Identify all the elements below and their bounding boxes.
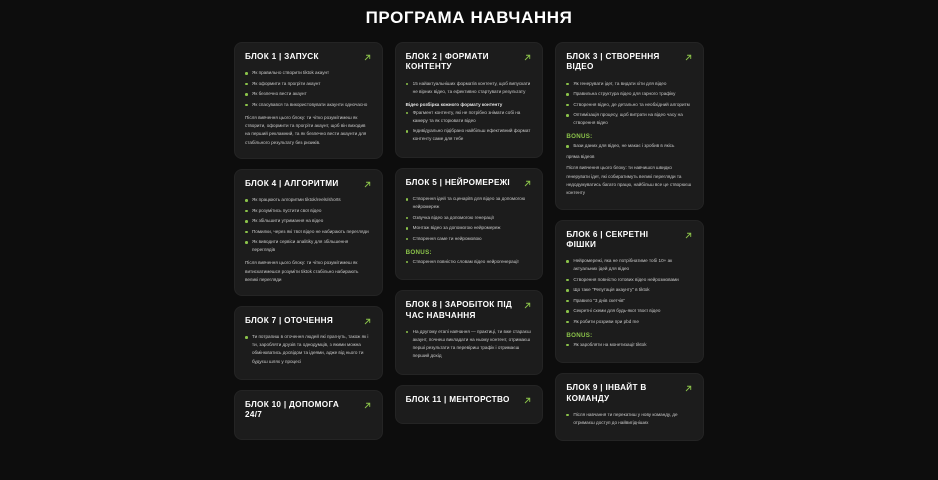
card-header <box>245 52 372 62</box>
bonus-label: BONUS: <box>566 331 593 339</box>
arrow-up-right-icon[interactable] <box>363 180 372 189</box>
card-note: Відео розбірка кожного формату контенту <box>405 101 503 107</box>
card-summary: Після вивчення цього блоку: ти навчишся швидко генерувати ідеї, які собиратимуть великі перегляди та недодумуватись багато працю, найбільш все це створюєш контенту <box>566 165 692 196</box>
arrow-up-right-icon[interactable] <box>684 231 693 240</box>
block-card-7[interactable] <box>234 306 383 380</box>
list-item: Як заробляти на монетизації tiktok <box>566 341 693 349</box>
list-item: 15 найактуальніших форматів контенту, щоб випускати не вірних відео, та ефективно стартувати результату <box>406 80 533 96</box>
list-item: Правильна структура відео для гарного трафіку <box>566 90 693 98</box>
card-title: БЛОК 6 | СЕКРЕТНІ ФІШКИ <box>566 229 649 249</box>
list-item: Створення повністю готових відео нейрозмовами <box>566 276 693 284</box>
list-item: Ти потрапиш в оточення людей які прагнуть, також як і ти, заробляти друзів та однодумців, з якими можна обмінюватись досвідом та ідеями, адже від нього ти будуєш шлях у процесі <box>245 333 372 365</box>
list-item: Як оформити та прогріти акаунт <box>245 80 372 88</box>
list-item: Фрагмент контенту, які не потрібно знімати собі на камеру та як сторювати відео <box>406 109 533 125</box>
list-item: Озвучка відео за допомогою генерації <box>406 214 533 222</box>
card-list <box>406 195 533 243</box>
list-item: Оптимізація процесу, щоб витрати на відео часу на створення відео <box>566 111 693 127</box>
list-item: Що таке "Репутація акаунту" в tiktok <box>566 286 693 294</box>
list-item: Секретні схеми для будь-якої твоєї відео <box>566 307 693 315</box>
list-item: Як працюють алгоритми tiktok/reels/shorts <box>245 196 372 204</box>
card-list <box>566 80 693 128</box>
card-header <box>406 300 533 321</box>
list-item: Як виводити сервіси analitiky для збільшення переглядів <box>245 238 372 254</box>
card-list-secondary <box>406 109 533 144</box>
card-header <box>406 395 533 405</box>
card-list <box>245 69 372 109</box>
card-header <box>566 52 693 73</box>
card-header <box>245 316 372 326</box>
arrow-up-right-icon[interactable] <box>363 401 372 410</box>
card-title: БЛОК 7 | ОТОЧЕННЯ <box>245 316 334 326</box>
list-item: Як правильно створити tiktok акаунт <box>245 69 372 77</box>
arrow-up-right-icon[interactable] <box>523 179 532 188</box>
block-card-3[interactable] <box>555 42 704 210</box>
card-title: БЛОК 2 | ФОРМАТИ КОНТЕНТУ <box>405 52 489 72</box>
list-item: Створення саме ти нейромовою <box>406 235 533 243</box>
bonus-list <box>566 142 693 150</box>
card-header <box>245 179 372 189</box>
list-item: Як розумітись пустити свої відео <box>245 207 372 215</box>
card-note: пряма відеов <box>566 154 595 160</box>
card-summary: Після вивчення цього блоку: ти чітко розумітимеш як створити, оформити та прогріти акаунт, щоб він виходив на перший рекламний, та як безпечно вести акаунти для стабільного результату без ризиків. <box>245 114 367 145</box>
card-header <box>406 52 533 73</box>
card-list <box>566 411 693 427</box>
list-item: Після навчання ти перекатиш у нову команду, де отримаєш доступ до найвигідніших <box>566 411 693 427</box>
block-card-11[interactable] <box>395 385 544 424</box>
card-title: БЛОК 5 | НЕЙРОМЕРЕЖІ <box>405 177 510 187</box>
card-title: БЛОК 4 | АЛГОРИТМИ <box>245 178 339 188</box>
bonus-list <box>406 258 533 266</box>
card-summary: Після вивчення цього блоку: ти чітко розумітимеш як витискатимешся розуміти tiktok стабільно набирають великі перегляди <box>245 260 359 282</box>
list-item: Як збільшити утримання на відео <box>245 217 372 225</box>
arrow-up-right-icon[interactable] <box>523 53 532 62</box>
card-title: БЛОК 11 | МЕНТОРСТВО <box>405 394 510 404</box>
bonus-list <box>566 341 693 349</box>
block-card-9[interactable] <box>555 373 704 441</box>
arrow-up-right-icon[interactable] <box>363 53 372 62</box>
list-item: Правило "3 днів скетчів" <box>566 297 693 305</box>
arrow-up-right-icon[interactable] <box>684 384 693 393</box>
list-item: Як робити розриви при pbd me <box>566 318 693 326</box>
page-title: ПРОГРАМА НАВЧАННЯ <box>365 8 573 27</box>
card-header <box>566 383 693 404</box>
list-item: Як спасувався та використовувати акаунти одночасно <box>245 101 372 109</box>
block-card-2[interactable] <box>395 42 544 158</box>
list-item: Створення повністю словам відео нейрогенерації <box>406 258 533 266</box>
card-title: БЛОК 10 | ДОПОМОГА 24/7 <box>245 400 340 420</box>
list-item: Як безпечно вести акаунт <box>245 90 372 98</box>
list-item: Монтаж відео за допомогою нейромереж <box>406 224 533 232</box>
card-title: БЛОК 8 | ЗАРОБІТОК ПІД ЧАС НАВЧАННЯ <box>405 300 513 320</box>
bonus-label: BONUS: <box>405 248 432 256</box>
list-item: Бази даних для відео, не макає і зробив в якісь <box>566 142 693 150</box>
blocks-grid <box>234 42 704 461</box>
card-title: БЛОК 3 | СТВОРЕННЯ ВІДЕО <box>566 52 660 72</box>
list-item: Створення ідей та сценаріїв для відео за допомогою нейромереж <box>406 195 533 211</box>
card-list <box>245 333 372 365</box>
block-card-8[interactable] <box>395 290 544 374</box>
block-card-6[interactable] <box>555 220 704 364</box>
block-card-1[interactable] <box>234 42 383 159</box>
card-header <box>566 230 693 251</box>
list-item: Нейромережі, яка не потрібнатиме тобі 10+ ак актуальних ідей для відео <box>566 257 693 273</box>
block-card-10[interactable] <box>234 390 383 440</box>
arrow-up-right-icon[interactable] <box>523 396 532 405</box>
list-item: Індивідуально підібрано найбільш ефективний формат контенту саме для тебе <box>406 127 533 143</box>
list-item: Як генерувати ідеї, та видати хіти для відео <box>566 80 693 88</box>
bonus-label: BONUS: <box>566 133 593 141</box>
block-card-5[interactable] <box>395 168 544 280</box>
list-item: Створення відео, де детально та необхідний алгоритм <box>566 101 693 109</box>
list-item: На другому етапі навчання — практиці, ти вже стараєш акаунт, почнеш викладати на ньому контент, отримаєш перші результати та перевіриш трафік і отримаєш перший дохід <box>406 328 533 360</box>
card-list <box>406 80 533 96</box>
card-title: БЛОК 1 | ЗАПУСК <box>245 52 319 61</box>
arrow-up-right-icon[interactable] <box>363 317 372 326</box>
card-list <box>245 196 372 254</box>
block-card-4[interactable] <box>234 169 383 296</box>
card-list <box>406 328 533 360</box>
card-title: БЛОК 9 | ІНВАЙТ В КОМАНДУ <box>566 383 647 403</box>
card-header <box>245 400 372 421</box>
arrow-up-right-icon[interactable] <box>523 301 532 310</box>
list-item: Помилки, через які твої відео не набирають перегляди <box>245 228 372 236</box>
card-header <box>406 178 533 188</box>
card-list <box>566 257 693 326</box>
arrow-up-right-icon[interactable] <box>684 53 693 62</box>
